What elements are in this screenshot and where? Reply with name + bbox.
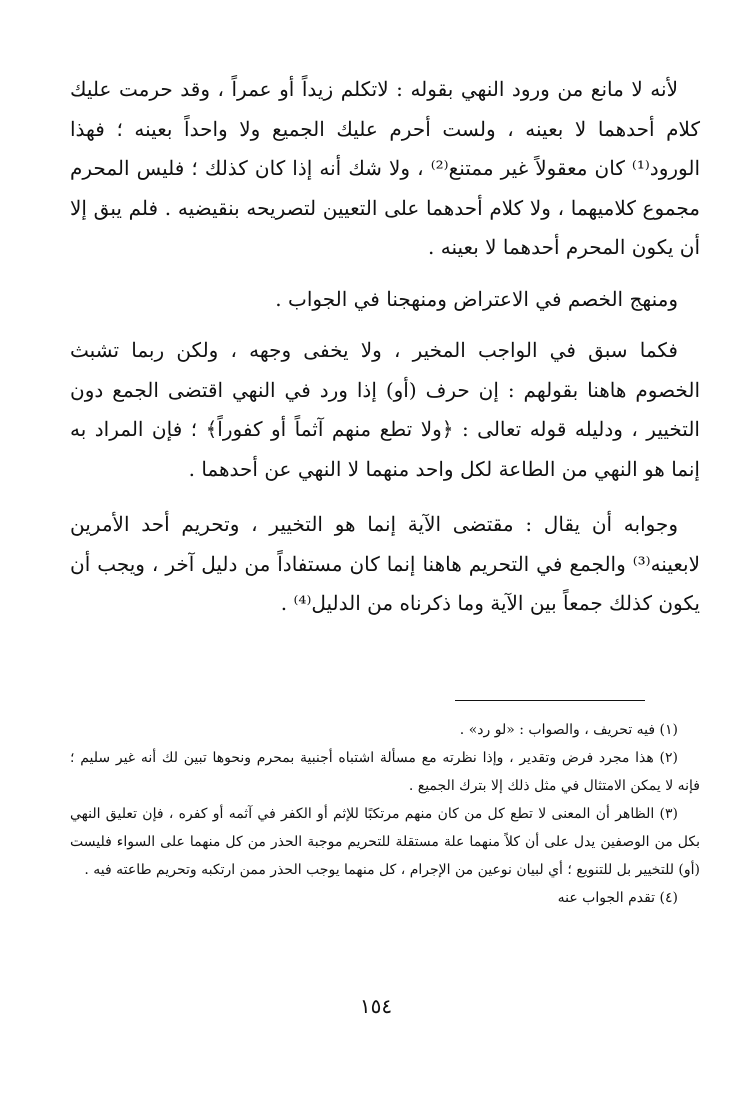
footnote-separator	[455, 700, 645, 701]
paragraph-2: ومنهج الخصم في الاعتراض ومنهجنا في الجواب .	[275, 286, 678, 311]
main-text	[70, 70, 700, 624]
paragraph-3: فكما سبق في الواجب المخير ، ولا يخفى وجهه ، ولكن ربما تشبث الخصوم هاهنا بقولهم : إن حرف (أو) إذا ورد في النهي اقتضى الجمع دون التخيير ، ودليله قوله تعالى : ﴿ولا تطع منهم آثماً أو كفوراً﴾ ؛ فإن المراد به إنما هو النهي من الطاعة لكل واحد منهما لا النهي عن أحدهما .	[70, 338, 700, 481]
footnote-1: (١) فيه تحريف ، والصواب : «لو رد» .	[459, 722, 678, 738]
paragraph-4: وجوابه أن يقال : مقتضى الآية إنما هو التخيير ، وتحريم أحد الأمرين لابعينه⁽³⁾ والجمع في التحريم هاهنا إنما كان مستفاداً من دليل آخر ، ويجب أن يكون كذلك جمعاً بين الآية وما ذكرناه من الدليل⁽⁴⁾ .	[70, 512, 700, 615]
paragraph-1: لأنه لا مانع من ورود النهي بقوله : لاتكلم زيداً أو عمراً ، وقد حرمت عليك كلام أحدهما لا بعينه ، ولست أحرم عليك الجميع ولا واحداً بعينه ؛ فهذا الورود⁽¹⁾ كان معقولاً غير ممتنع⁽²⁾ ، ولا شك أنه إذا كان كذلك ؛ فليس المحرم مجموع كلاميهما ، ولا كلام أحدهما على التعيين لتصريحه بنقيضيه . فلم يبق إلا أن يكون المحرم أحدهما لا بعينه .	[70, 77, 701, 259]
page-number: ١٥٤	[359, 994, 393, 1018]
footnote-4: (٤) تقدم الجواب عنه	[557, 890, 678, 906]
footnotes	[70, 716, 700, 912]
footnote-3: (٣) الظاهر أن المعنى لا تطع كل من كان منهم مرتكبًا للإثم أو الكفر في آثمه أو كفره ، فإن تعليق النهي بكل من الوصفين يدل على أن كلاً منهما علة مستقلة للتحريم موجبة الحذر من كل منهما على السواء فليست (أو) للتخيير بل للتنويع ؛ أي لبيان نوعين من الإجرام ، كل منهما يوجب الحذر ممن ارتكبه وتحريم طاعته فيه .	[70, 806, 700, 878]
footnote-2: (٢) هذا مجرد فرض وتقدير ، وإذا نظرته مع مسألة اشتباه أجنبية بمحرم ونحوها تبين لك أنه غير سليم ؛ فإنه لا يمكن الامتثال في مثل ذلك إلا بترك الجميع .	[70, 750, 700, 794]
